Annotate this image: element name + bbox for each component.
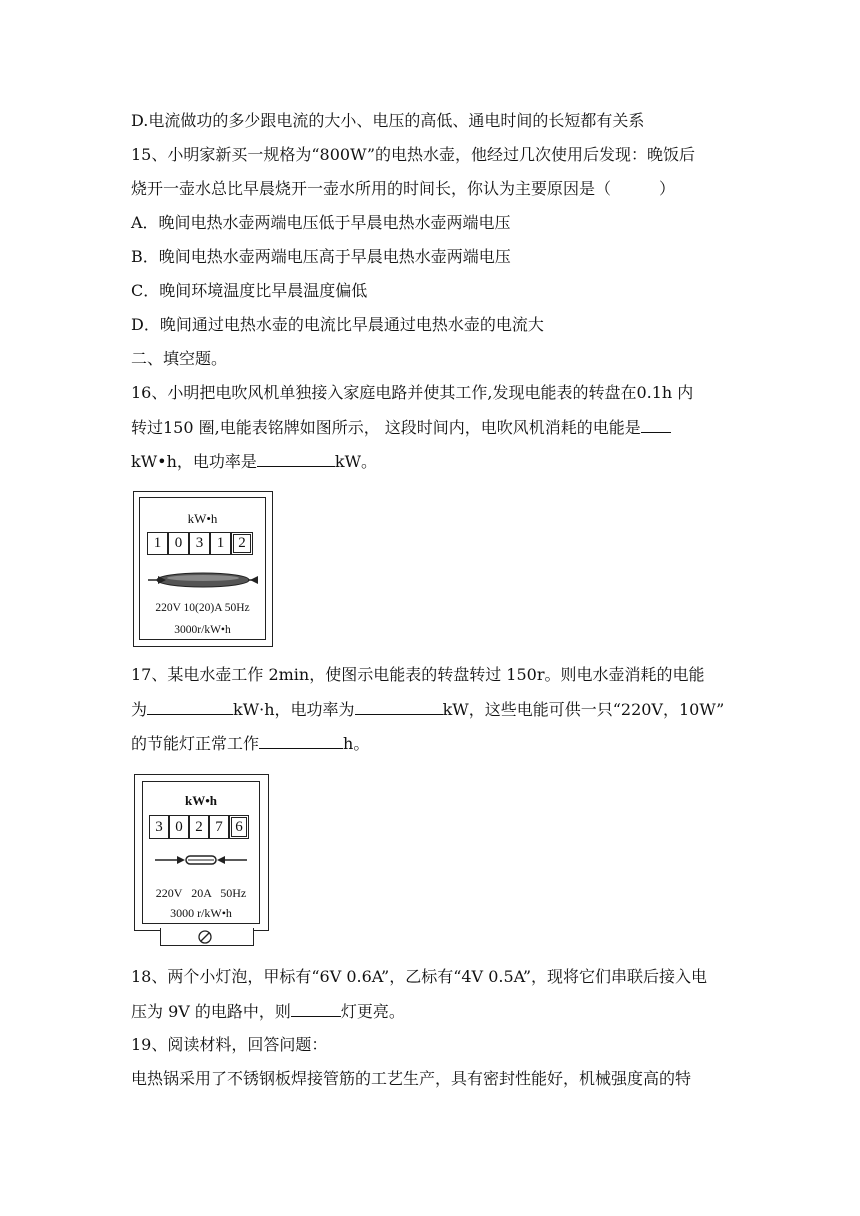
question-15-line2: 烧开一壶水总比早晨烧开一壶水所用的时间长，你认为主要原因是（ ） xyxy=(131,179,676,198)
question-16-line1: 16、小明把电吹风机单独接入家庭电路并使其工作,发现电能表的转盘在0.1h 内 xyxy=(131,383,694,402)
meter-unit-label: kW•h xyxy=(187,511,218,526)
meter-spec-label: 220V 20A 50Hz xyxy=(155,886,247,900)
question-17-line1: 17、某电水壶工作 2min，使图示电能表的转盘转过 150r。则电水壶消耗的电能 xyxy=(131,665,705,684)
meter-rate-label: 3000 r/kW•h xyxy=(170,906,232,920)
answer-blank[interactable] xyxy=(147,698,233,715)
question-16-line2 xyxy=(131,416,671,439)
answer-blank[interactable] xyxy=(641,416,671,433)
meter-panel xyxy=(142,781,260,924)
option-d-q14: D.电流做功的多少跟电流的大小、电压的高低、通电时间的长短都有关系 xyxy=(131,111,645,130)
meter-digit: 0 xyxy=(168,532,189,555)
option-a-q15: A．晚间电热水壶两端电压低于早晨电热水壶两端电压 xyxy=(131,213,511,232)
question-18-text: 灯更亮。 xyxy=(340,1002,405,1021)
meter-rotating-disc-icon xyxy=(146,570,260,590)
meter-panel xyxy=(139,497,266,640)
meter-digit-decimal: 6 xyxy=(229,815,249,839)
question-17-text: kW·h，电功率为 xyxy=(233,700,355,719)
question-17-text: 的节能灯正常工作 xyxy=(131,734,260,753)
meter-unit-label: kW•h xyxy=(184,793,217,808)
meter-digit: 2 xyxy=(189,815,209,839)
question-17-text: 为 xyxy=(131,700,148,719)
answer-blank[interactable] xyxy=(355,698,443,715)
answer-blank[interactable] xyxy=(257,450,335,467)
question-16-unit: kW。 xyxy=(334,452,378,471)
electricity-meter-figure-2 xyxy=(134,774,269,931)
screw-icon xyxy=(197,929,213,945)
option-b-q15: B．晚间电热水壶两端电压高于早晨电热水壶两端电压 xyxy=(131,247,511,266)
question-18-line1: 18、两个小灯泡，甲标有“6V 0.6A”，乙标有“4V 0.5A”，现将它们串联后接入电 xyxy=(131,967,708,986)
question-15-line1: 15、小明家新买一规格为“800W”的电热水壶，他经过几次使用后发现：晚饭后 xyxy=(131,145,696,164)
meter-digit-decimal: 2 xyxy=(231,532,253,555)
meter-reading xyxy=(147,532,253,555)
meter-rate-label: 3000r/kW•h xyxy=(174,624,231,636)
meter-digit: 1 xyxy=(147,532,168,555)
question-19-heading: 19、阅读材料，回答问题： xyxy=(131,1035,328,1054)
meter-digit: 0 xyxy=(169,815,189,839)
meter-terminal-base xyxy=(160,928,254,946)
answer-blank[interactable] xyxy=(291,1000,341,1017)
question-17-line3 xyxy=(131,732,369,755)
electricity-meter-figure-1 xyxy=(133,491,273,647)
question-18-line2 xyxy=(131,1000,405,1023)
question-17-line2 xyxy=(131,698,724,721)
meter-spec-label: 220V 10(20)A 50Hz xyxy=(155,602,250,614)
meter-digit: 7 xyxy=(209,815,229,839)
meter-digit: 3 xyxy=(149,815,169,839)
question-16-line3 xyxy=(131,450,377,473)
question-16-text: kW•h，电功率是 xyxy=(131,452,257,471)
question-17-text: kW，这些电能可供一只“220V，10W” xyxy=(442,700,725,719)
option-c-q15: C．晚间环境温度比早晨温度偏低 xyxy=(131,281,368,300)
question-16-text: 转过150 圈,电能表铭牌如图所示， 这段时间内，电吹风机消耗的电能是 xyxy=(131,418,641,437)
meter-reading xyxy=(149,815,249,839)
meter-digit: 3 xyxy=(189,532,210,555)
option-d-q15: D．晚间通过电热水壶的电流比早晨通过电热水壶的电流大 xyxy=(131,315,544,334)
question-18-text: 压为 9V 的电路中，则 xyxy=(131,1002,291,1021)
meter-rotating-disc-icon xyxy=(153,852,249,868)
section-heading: 二、填空题。 xyxy=(131,349,228,368)
reading-material-text: 电热锅采用了不锈钢板焊接管筋的工艺生产，具有密封性能好，机械强度高的特 xyxy=(131,1069,692,1088)
meter-digit: 1 xyxy=(210,532,231,555)
question-17-unit: h。 xyxy=(343,734,370,753)
answer-blank[interactable] xyxy=(259,732,343,749)
